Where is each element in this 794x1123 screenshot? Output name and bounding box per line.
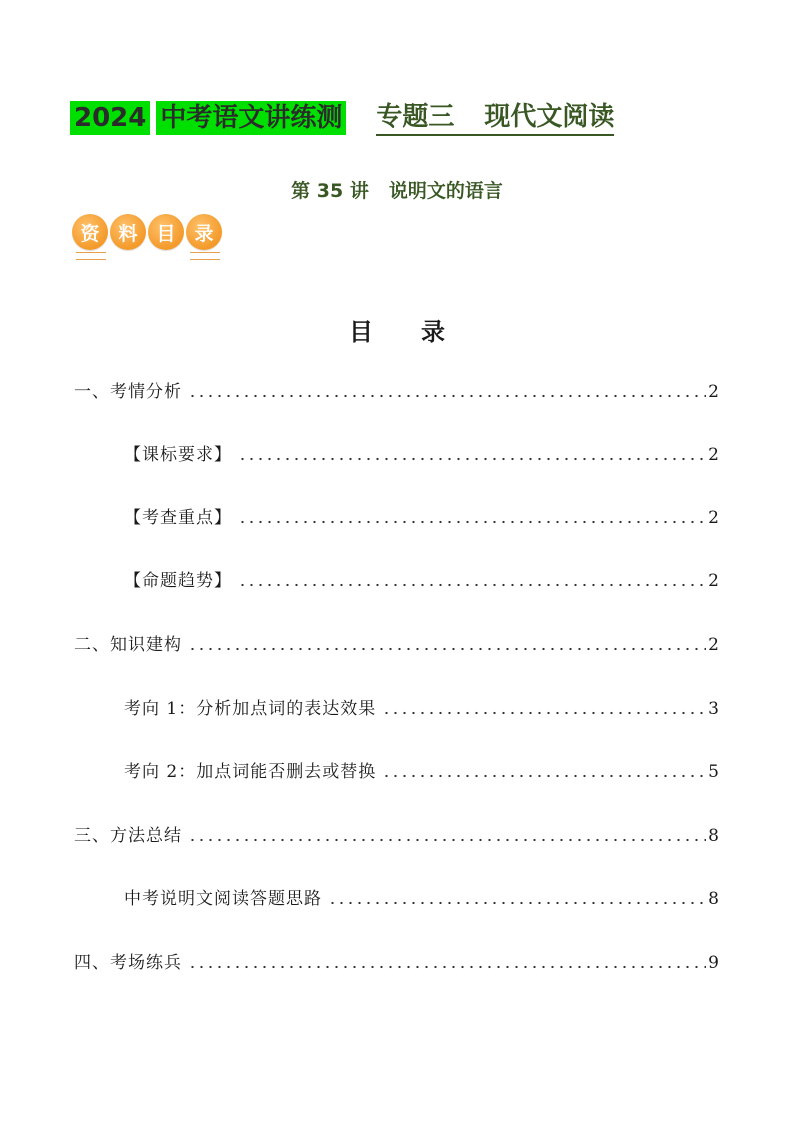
badge-char: 料 xyxy=(110,214,146,250)
toc-title xyxy=(0,312,794,347)
lecture-title xyxy=(0,176,794,203)
toc-entry[interactable] xyxy=(74,949,720,973)
toc-entry[interactable] xyxy=(74,822,720,846)
toc-entry-page: 9 xyxy=(708,953,720,973)
toc-entry-label: 【命题趋势】 xyxy=(124,571,232,591)
toc-leader-dots xyxy=(188,647,706,651)
toc-entry[interactable] xyxy=(124,758,720,782)
toc-entry[interactable] xyxy=(74,631,720,655)
toc-entry[interactable] xyxy=(124,567,720,591)
toc-entry-label: 【考查重点】 xyxy=(124,508,232,528)
toc-entry-page: 2 xyxy=(708,571,720,591)
toc-entry-label: 【课标要求】 xyxy=(124,445,232,465)
toc-entry-label: 考向 2：加点词能否删去或替换 xyxy=(124,762,377,782)
toc-entry[interactable] xyxy=(124,885,720,909)
toc-entry-page: 2 xyxy=(708,445,720,465)
toc-entry-page: 2 xyxy=(708,635,720,655)
toc-entry-label: 二、知识建构 xyxy=(74,635,182,655)
badge-char: 录 xyxy=(186,214,222,250)
lecture-name: 说明文的语言 xyxy=(388,180,503,202)
toc-leader-dots xyxy=(188,838,706,842)
badge-char: 目 xyxy=(148,214,184,250)
toc-leader-dots xyxy=(382,711,706,715)
toc-entry-label: 考向 1：分析加点词的表达效果 xyxy=(124,699,377,719)
toc-leader-dots xyxy=(238,520,706,524)
toc-entry-page: 5 xyxy=(708,762,720,782)
toc-entry-page: 8 xyxy=(708,889,720,909)
toc-leader-dots xyxy=(188,965,706,969)
header-subject xyxy=(376,100,614,136)
toc-leader-dots xyxy=(188,394,706,398)
header-year: 2024 xyxy=(70,101,150,135)
toc-title-char: 目 xyxy=(349,317,373,346)
lecture-number: 第 35 讲 xyxy=(291,180,369,202)
badge-underline-icon xyxy=(190,252,220,260)
toc-leader-dots xyxy=(328,901,706,905)
toc-entry-label: 中考说明文阅读答题思路 xyxy=(124,889,322,909)
toc-leader-dots xyxy=(382,774,706,778)
toc-entry-label: 一、考情分析 xyxy=(74,382,182,402)
toc-entry-label: 四、考场练兵 xyxy=(74,953,182,973)
toc-entry-page: 2 xyxy=(708,508,720,528)
toc-entry[interactable] xyxy=(124,695,720,719)
toc-leader-dots xyxy=(238,583,706,587)
toc-entry[interactable] xyxy=(74,378,720,402)
header-subject-name: 现代文阅读 xyxy=(484,102,615,132)
materials-contents-badge xyxy=(72,214,224,250)
toc-title-char: 录 xyxy=(421,317,445,346)
toc-entry[interactable] xyxy=(124,441,720,465)
toc-entry[interactable] xyxy=(124,504,720,528)
toc-leader-dots xyxy=(238,457,706,461)
header-topic: 专题三 xyxy=(376,102,455,132)
toc-entry-label: 三、方法总结 xyxy=(74,826,182,846)
badge-underline-icon xyxy=(76,252,106,260)
badge-char: 资 xyxy=(72,214,108,250)
header-series: 中考语文讲练测 xyxy=(156,101,346,135)
toc-entry-page: 3 xyxy=(708,699,720,719)
document-header xyxy=(70,100,614,136)
toc-entry-page: 2 xyxy=(708,382,720,402)
toc-entry-page: 8 xyxy=(708,826,720,846)
